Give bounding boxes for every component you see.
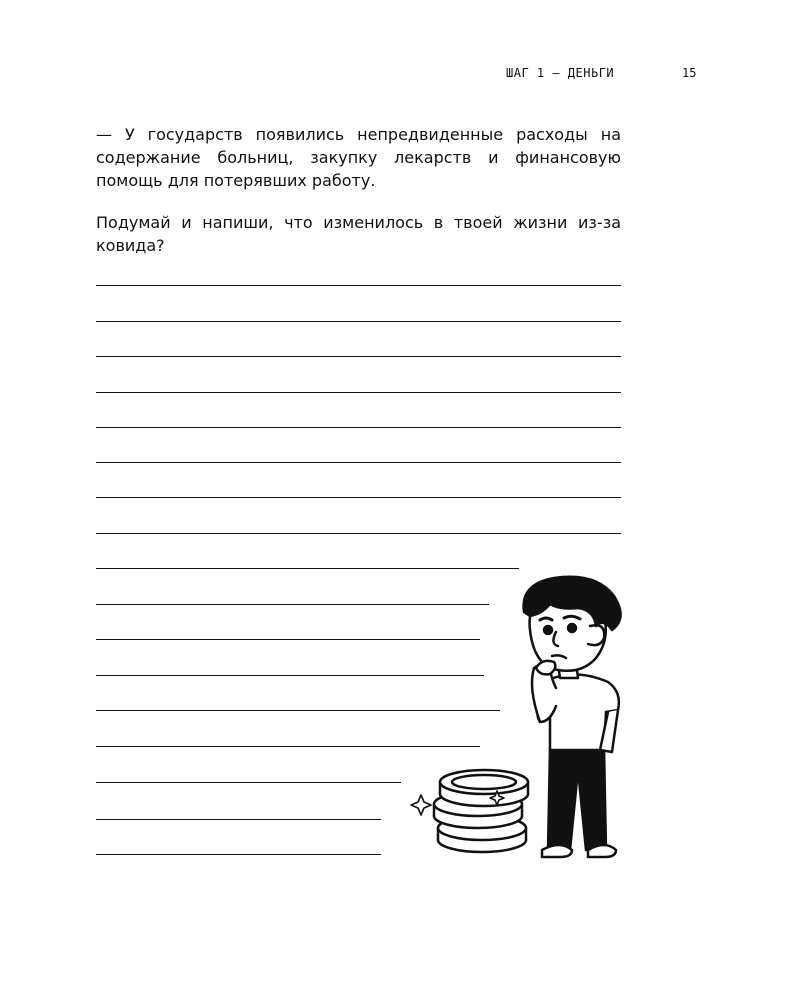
writing-line: [96, 427, 621, 428]
writing-line: [96, 819, 381, 820]
boy-figure: [524, 577, 621, 857]
coin-stack-icon: [411, 770, 528, 852]
writing-line: [96, 392, 621, 393]
writing-line: [96, 497, 621, 498]
page-number: 15: [682, 66, 697, 80]
running-title: ШАГ 1 — ДЕНЬГИ: [506, 66, 615, 80]
body-paragraph: — У государств появились непредвиденные расходы на содержание больниц, закупку лекарств и финансовую помощь для потерявших работу.: [96, 125, 621, 190]
writing-line: [96, 568, 519, 569]
writing-line: [96, 533, 621, 534]
writing-line: [96, 321, 621, 322]
writing-line: [96, 854, 381, 855]
writing-line: [96, 782, 401, 783]
thinking-boy-illustration: [400, 570, 640, 870]
writing-line: [96, 285, 621, 286]
writing-line: [96, 462, 621, 463]
prompt-question: Подумай и напиши, что изменилось в твоей жизни из-за ковида?: [96, 213, 621, 255]
writing-line: [96, 356, 621, 357]
